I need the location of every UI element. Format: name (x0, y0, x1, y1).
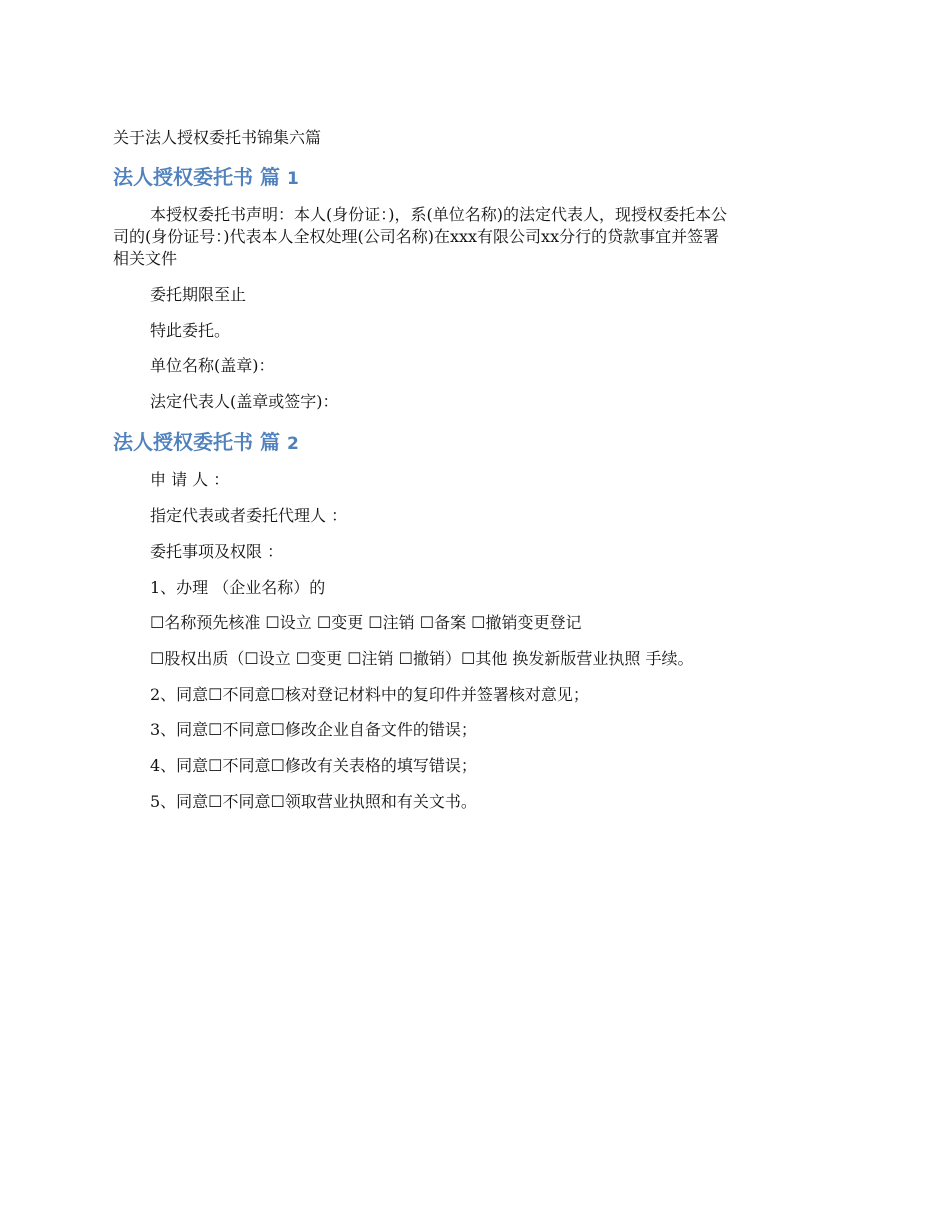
applicant-paragraph: 申 请 人 ： (150, 470, 230, 489)
section-2-heading (113, 429, 299, 457)
item-1-paragraph: 1、办理 （企业名称）的 (150, 578, 326, 597)
declaration-line-1: 本授权委托书声明：本人(身份证：)，系(单位名称)的法定代表人，现授权委托本公 (150, 205, 727, 224)
section-1-declaration-paragraph (113, 204, 838, 270)
designated-agent-paragraph: 指定代表或者委托代理人 ： (150, 506, 348, 525)
item-4-paragraph: 4、同意☐不同意☐修改有关表格的填写错误； (150, 756, 477, 775)
section-1-heading-text: 法人授权委托书 篇 (113, 165, 280, 189)
legal-representative-paragraph: 法定代表人(盖章或签字)： (150, 392, 339, 411)
entrusted-matters-paragraph: 委托事项及权限 ： (150, 542, 284, 561)
document-title: 关于法人授权委托书锦集六篇 (113, 128, 322, 147)
item-5-paragraph: 5、同意☐不同意☐领取营业执照和有关文书。 (150, 792, 477, 811)
registration-options-paragraph: ☐名称预先核准 ☐设立 ☐变更 ☐注销 ☐备案 ☐撤销变更登记 (150, 613, 582, 632)
section-1-heading (113, 164, 299, 192)
hereby-entrust-paragraph: 特此委托。 (150, 321, 231, 340)
item-3-paragraph: 3、同意☐不同意☐修改企业自备文件的错误； (150, 720, 477, 739)
declaration-line-3: 相关文件 (113, 249, 178, 268)
declaration-line-2: 司的(身份证号：)代表本人全权处理(公司名称)在xxx有限公司xx分行的贷款事宜并签署 (113, 227, 720, 246)
unit-name-seal-paragraph: 单位名称(盖章)： (150, 356, 275, 375)
entrust-period-paragraph: 委托期限至止 (150, 285, 247, 304)
section-2-heading-text: 法人授权委托书 篇 (113, 430, 280, 454)
section-2-heading-number: 2 (286, 434, 299, 454)
item-2-paragraph: 2、同意☐不同意☐核对登记材料中的复印件并签署核对意见； (150, 685, 589, 704)
section-1-heading-number: 1 (286, 169, 299, 189)
equity-pledge-options-paragraph: ☐股权出质（☐设立 ☐变更 ☐注销 ☐撤销）☐其他 换发新版营业执照 手续。 (150, 649, 694, 668)
